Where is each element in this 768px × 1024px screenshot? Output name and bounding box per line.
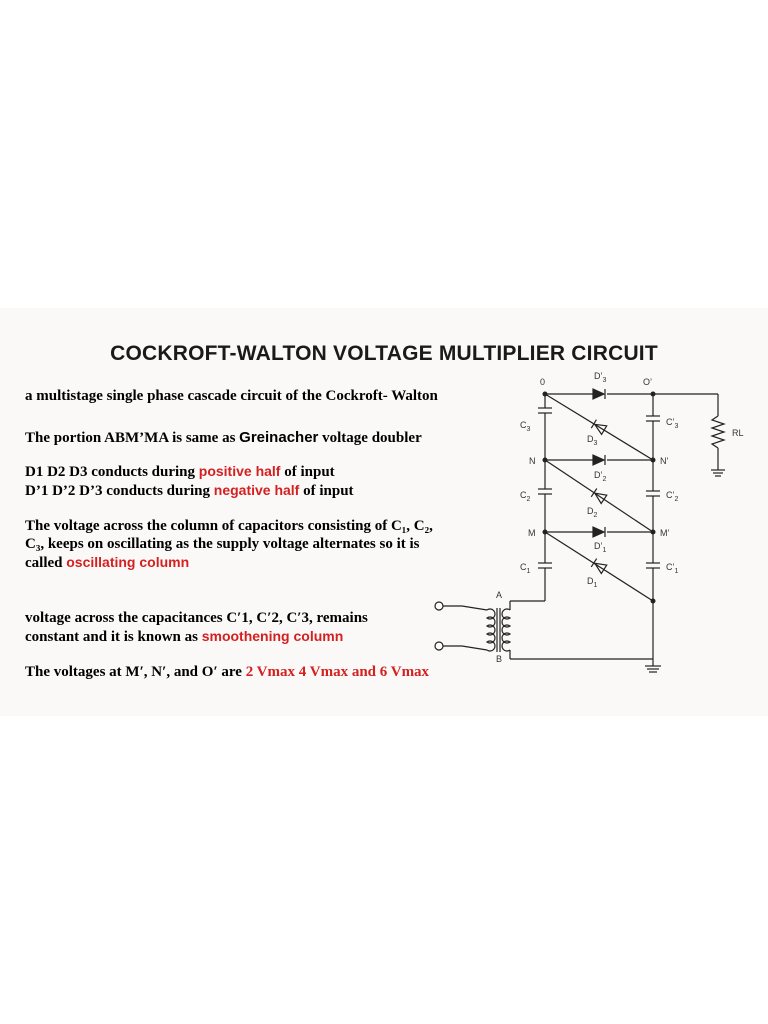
label-text: D (587, 434, 594, 444)
label-d3 (587, 434, 598, 447)
label-text: D’ (594, 470, 603, 480)
label-text: D’ (594, 371, 603, 381)
label-sub: 3 (593, 440, 598, 447)
diode-d2-prime (593, 455, 604, 465)
text: of input (299, 483, 354, 499)
label-text: C’ (666, 562, 675, 572)
label-sub: 1 (674, 568, 679, 575)
label-c1 (520, 562, 531, 575)
label-n: N (529, 456, 536, 466)
cockroft-walton-circuit-diagram (0, 308, 768, 716)
node-n (543, 458, 548, 463)
label-c2 (520, 490, 531, 503)
label-d1-prime (594, 541, 607, 554)
label-sub: 1 (602, 547, 607, 554)
label-text: C (520, 420, 527, 430)
text: The voltages at M′, N′, and O′ are (25, 664, 246, 680)
text: constant and it is known as (25, 629, 202, 645)
text: D’1 D’2 D’3 conducts during (25, 483, 214, 499)
label-0: 0 (540, 377, 546, 387)
label-sub: 2 (593, 512, 598, 519)
label-text: D (587, 576, 594, 586)
text: The portion ABM’MA is same as (25, 430, 240, 446)
label-o-prime: O’ (643, 377, 652, 387)
node-m-prime (651, 530, 656, 535)
line-capacitances: voltage across the capacitances C′1, C′2, C′3, remains (25, 610, 368, 626)
label-c3 (520, 420, 531, 433)
node-m (543, 530, 548, 535)
label-d3-prime (594, 371, 607, 384)
label-sub: 1 (593, 582, 598, 589)
label-c3-prime (666, 417, 679, 430)
label-sub: 1 (526, 568, 531, 575)
text: called (25, 555, 67, 571)
label-sub: 3 (674, 423, 679, 430)
label-m-prime: M’ (660, 528, 670, 538)
label-b: B (496, 654, 503, 664)
label-d2 (587, 506, 598, 519)
input-terminal-top (435, 602, 443, 610)
line-column-capacitors: The voltage across the column of capacitors consisting of C₁, C₂, (25, 518, 433, 534)
voltages-highlight: 2 Vmax 4 Vmax and 6 Vmax (245, 664, 430, 680)
node-bottom-right (651, 599, 656, 604)
label-text: D (587, 506, 594, 516)
node-n-prime (651, 458, 656, 463)
label-c2-prime (666, 490, 679, 503)
label-sub: 3 (526, 426, 531, 433)
label-rl: RL (732, 428, 744, 438)
positive-half-highlight: positive half (198, 463, 281, 479)
label-sub: 2 (526, 496, 531, 503)
diode-d3-prime (593, 389, 604, 399)
label-text: C’ (666, 417, 675, 427)
negative-half-highlight: negative half (213, 482, 300, 498)
label-d1 (587, 576, 598, 589)
diode-d1-prime (593, 527, 604, 537)
label-m: M (528, 528, 536, 538)
node-o-prime (651, 392, 656, 397)
line-cascade-description: a multistage single phase cascade circuit of the Cockroft- Walton (25, 388, 438, 404)
label-sub: 2 (674, 496, 679, 503)
label-text: C (520, 562, 527, 572)
text: of input (280, 464, 335, 480)
node-0 (543, 392, 548, 397)
text: voltage doubler (318, 430, 422, 446)
label-text: C (520, 490, 527, 500)
input-terminal-bottom (435, 642, 443, 650)
label-sub: 3 (602, 377, 607, 384)
label-n-prime: N’ (660, 456, 669, 466)
slide (0, 308, 768, 716)
label-text: D’ (594, 541, 603, 551)
label-sub: 2 (602, 476, 607, 483)
oscillating-column-highlight: oscillating column (66, 554, 190, 570)
line-oscillating: C₃, keeps on oscillating as the supply voltage alternates so it is (25, 536, 420, 552)
slide-title: COCKROFT-WALTON VOLTAGE MULTIPLIER CIRCUIT (110, 342, 658, 365)
text: D1 D2 D3 conducts during (25, 464, 199, 480)
label-text: C’ (666, 490, 675, 500)
greinacher-term: Greinacher (239, 429, 319, 446)
smoothening-column-highlight: smoothening column (201, 628, 344, 644)
label-a: A (496, 590, 503, 600)
label-c1-prime (666, 562, 679, 575)
label-d2-prime (594, 470, 607, 483)
